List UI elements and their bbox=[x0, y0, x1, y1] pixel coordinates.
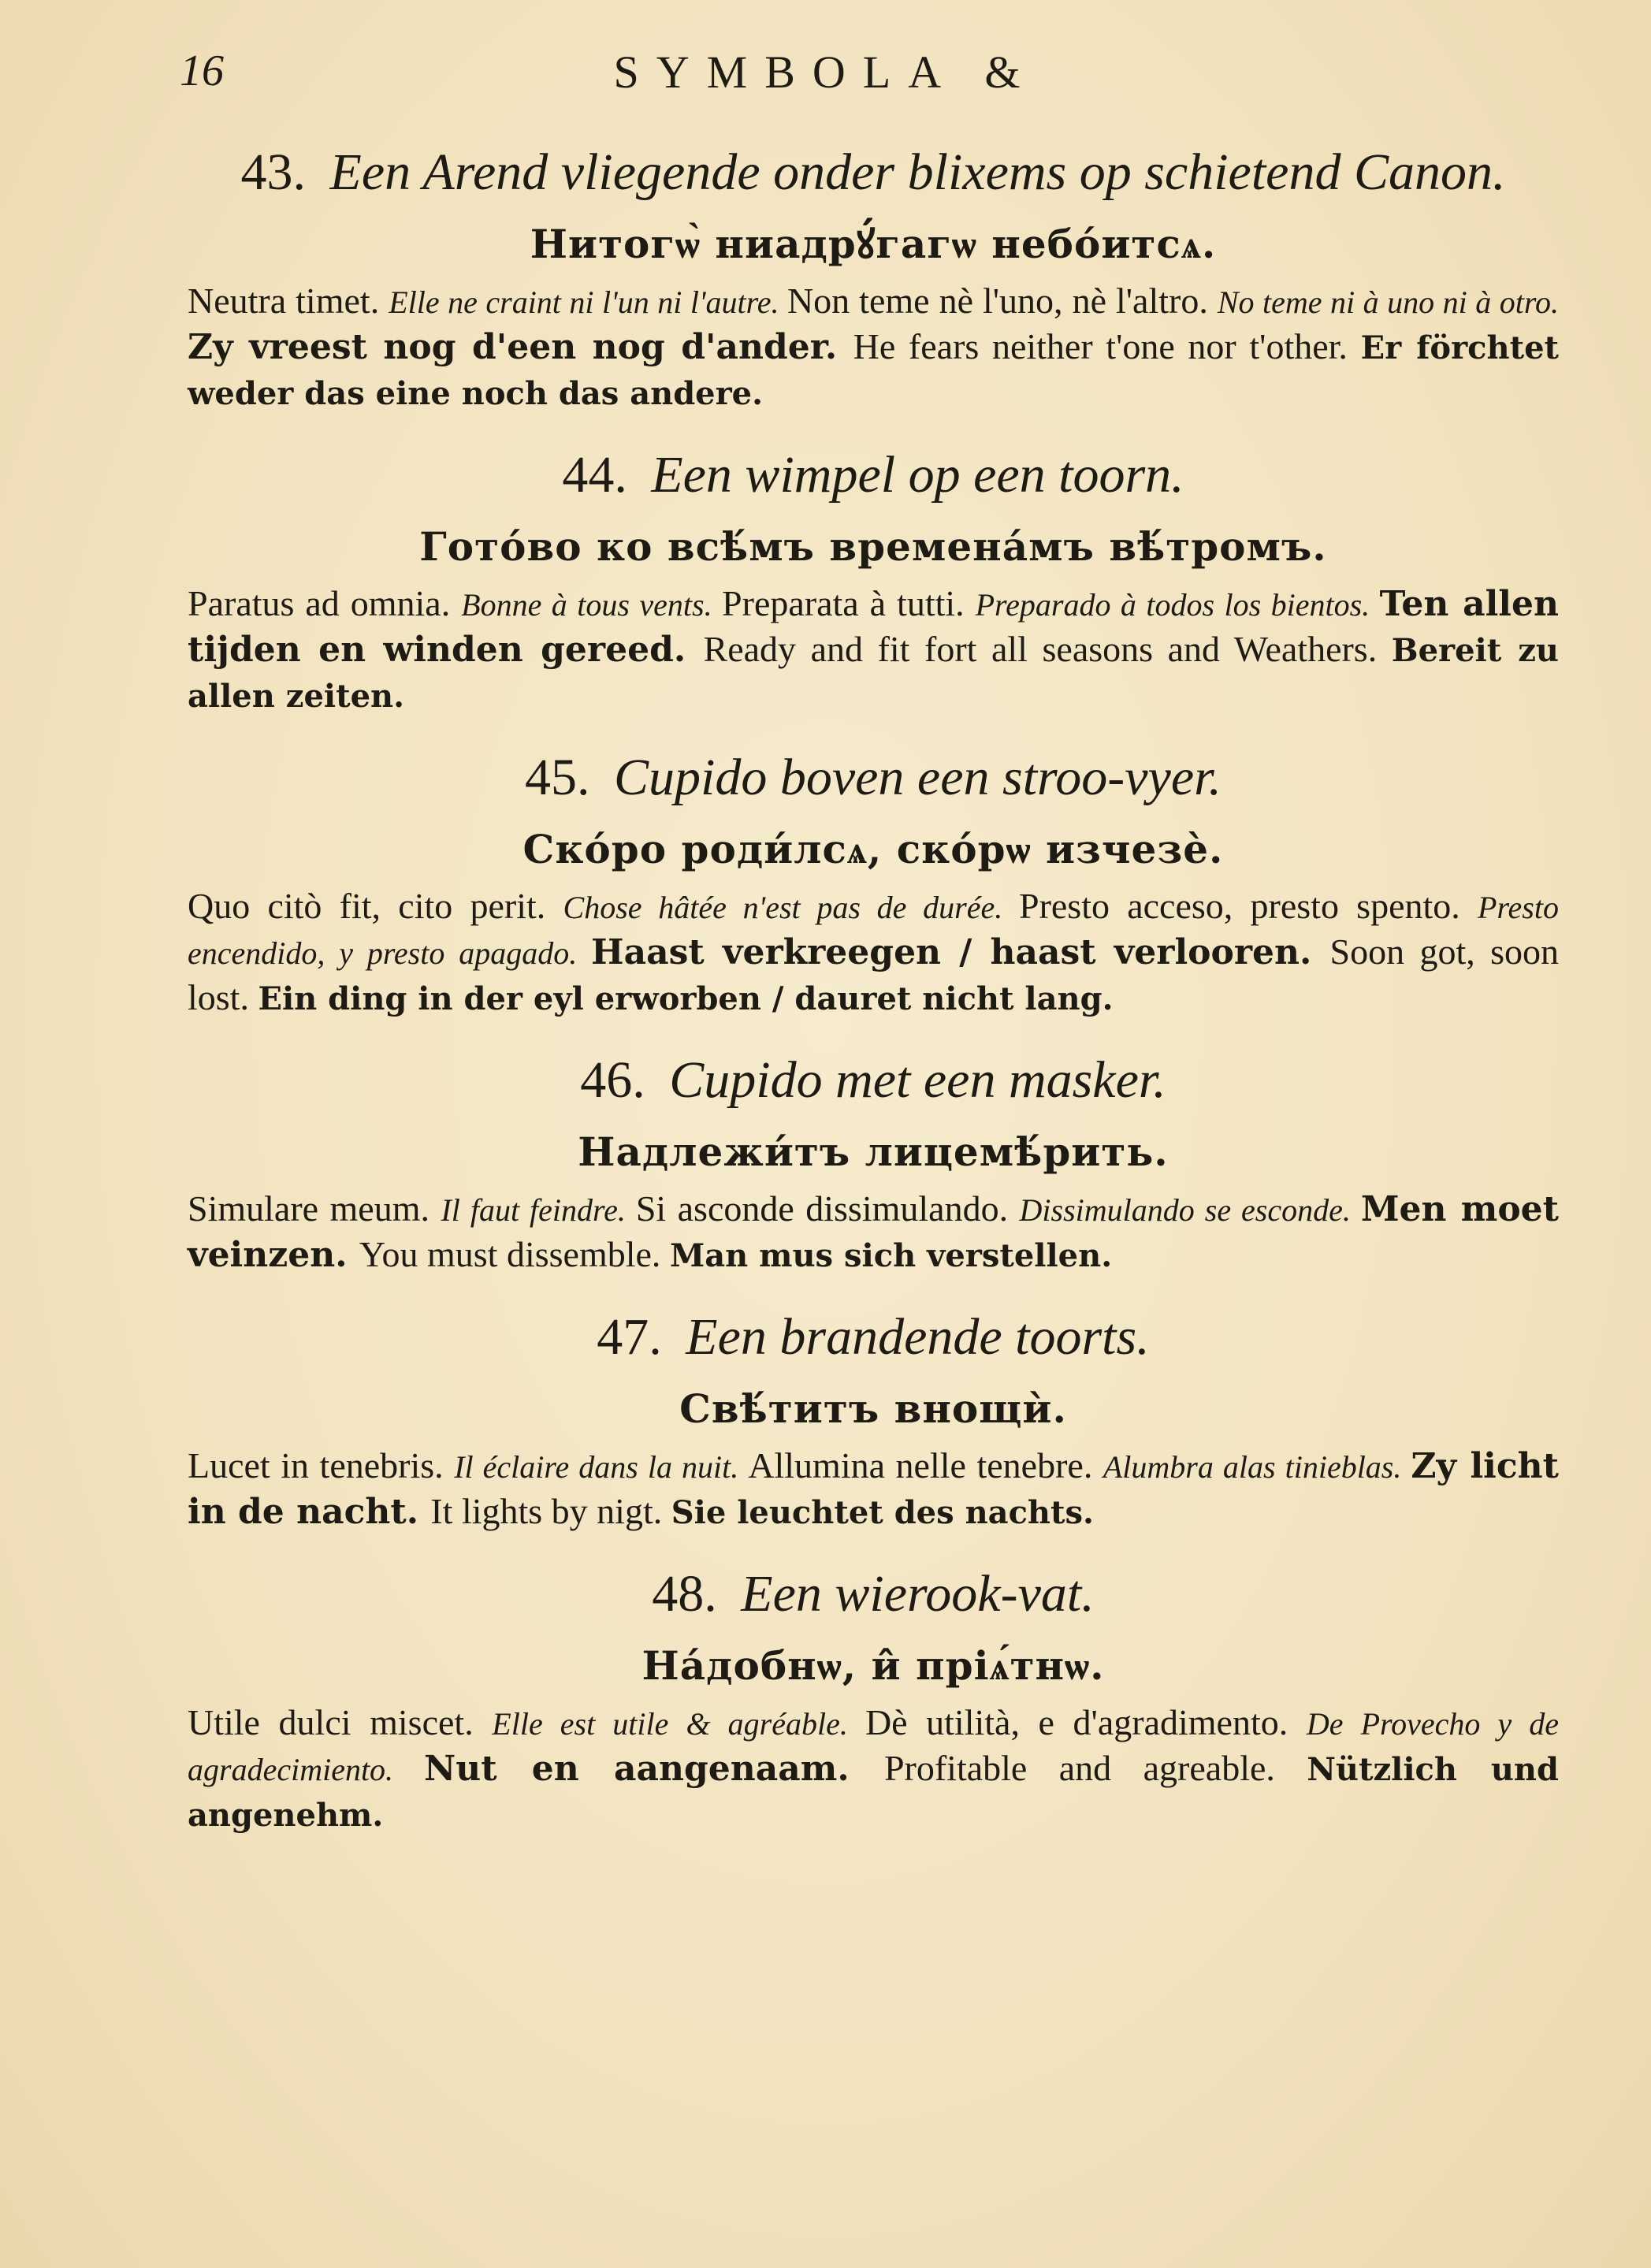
english-motto: You must dissemble. bbox=[359, 1234, 670, 1274]
french-motto: Il éclaire dans la nuit. bbox=[454, 1449, 749, 1485]
dutch-motto: Men moet veinzen. bbox=[188, 1189, 1559, 1275]
german-motto: Ein ding in der eyl erworben / dauret nicht lang. bbox=[258, 980, 1114, 1017]
slavonic-motto: Свѣ́титъ внощѝ. bbox=[679, 1385, 1067, 1432]
emblem-title-text: Een Arend vliegende onder blixems op schietend Canon. bbox=[329, 143, 1506, 201]
emblem-number: 48. bbox=[652, 1565, 717, 1623]
dutch-motto: Zy licht in de nacht. bbox=[188, 1446, 1559, 1532]
english-motto: It lights by nigt. bbox=[430, 1491, 671, 1531]
slavonic-motto: Ско́ро роди́лсѧ, ско́рѡ изчезѐ. bbox=[522, 826, 1224, 872]
emblem-title-text: Cupido boven een stroo-vyer. bbox=[613, 749, 1222, 806]
emblem-title bbox=[188, 1050, 1559, 1111]
french-motto: Elle est utile & agréable. bbox=[492, 1706, 865, 1742]
emblem-title-text: Een wimpel op een toorn. bbox=[651, 446, 1184, 504]
latin-motto: Neutra timet. bbox=[188, 281, 389, 321]
spanish-motto: Preparado à todos los bientos. bbox=[975, 587, 1380, 623]
french-motto: Chose hâtée n'est pas de durée. bbox=[563, 890, 1019, 925]
latin-motto: Quo citò fit, cito perit. bbox=[188, 886, 563, 926]
emblem-number: 43. bbox=[240, 143, 307, 201]
german-motto: Sie leuchtet des nachts. bbox=[671, 1494, 1094, 1531]
dutch-motto: Nut en aangenaam. bbox=[424, 1749, 884, 1789]
running-head: SYMBOLA & bbox=[613, 46, 1038, 98]
german-motto: Man mus sich verstellen. bbox=[669, 1237, 1113, 1274]
latin-motto: Paratus ad omnia. bbox=[188, 583, 462, 623]
emblem-number: 45. bbox=[524, 749, 590, 806]
emblem-title bbox=[188, 747, 1559, 809]
french-motto: Il faut feindre. bbox=[441, 1192, 636, 1228]
italian-motto: Non teme nè l'uno, nè l'altro. bbox=[786, 281, 1218, 321]
english-motto: Profitable and agreable. bbox=[883, 1748, 1307, 1788]
dutch-motto: Haast verkreegen / haast verlooren. bbox=[591, 932, 1330, 972]
motto-translations bbox=[188, 582, 1559, 719]
emblem-title-text: Een wierook-vat. bbox=[741, 1565, 1095, 1623]
dutch-motto: Ten allen tijden en winden gereed. bbox=[188, 584, 1559, 670]
german-motto: Er förchtet weder das eine noch das andere. bbox=[188, 329, 1560, 412]
emblem-43 bbox=[188, 142, 1559, 416]
emblem-title bbox=[188, 1307, 1559, 1368]
italian-motto: Dè utilità, e d'agradimento. bbox=[865, 1702, 1307, 1742]
italian-motto: Si asconde dissimulando. bbox=[635, 1188, 1020, 1229]
spanish-motto: No teme ni à uno ni à otro. bbox=[1217, 284, 1559, 320]
page-number: 16 bbox=[180, 46, 224, 95]
slavonic-motto: На́добнѡ, и̂ пріѧ́тнѡ. bbox=[641, 1642, 1105, 1689]
latin-motto: Utile dulci miscet. bbox=[188, 1702, 493, 1742]
italian-motto: Presto acceso, presto spento. bbox=[1018, 886, 1478, 926]
emblem-45 bbox=[188, 747, 1559, 1021]
german-motto: Nützlich und angenehm. bbox=[188, 1751, 1559, 1834]
slavonic-motto: Надлежи́тъ лицемѣ́рить. bbox=[578, 1128, 1169, 1175]
slavonic-motto: Гото́во ко всѣ́мъ времена́мъ вѣ́тромъ. bbox=[419, 523, 1327, 570]
emblem-title bbox=[188, 444, 1559, 506]
page-header bbox=[0, 46, 1651, 109]
emblem-44 bbox=[188, 444, 1559, 719]
emblem-number: 46. bbox=[580, 1051, 645, 1109]
emblem-47 bbox=[188, 1307, 1559, 1535]
motto-translations bbox=[188, 279, 1559, 416]
latin-motto: Lucet in tenebris. bbox=[188, 1445, 455, 1485]
french-motto: Bonne à tous vents. bbox=[461, 587, 723, 623]
spanish-motto: Alumbra alas tinieblas. bbox=[1103, 1449, 1411, 1485]
dutch-motto: Zy vreest nog d'een nog d'ander. bbox=[188, 327, 853, 367]
italian-motto: Preparata à tutti. bbox=[722, 583, 976, 623]
spanish-motto: Presto encendido, y presto apagado. bbox=[188, 890, 1559, 971]
motto-translations bbox=[188, 1444, 1559, 1535]
german-motto: Bereit zu allen zeiten. bbox=[188, 632, 1559, 715]
emblem-title bbox=[188, 1563, 1559, 1625]
motto-translations bbox=[188, 884, 1559, 1021]
english-motto: Ready and fit fort all seasons and Weathers. bbox=[703, 629, 1392, 669]
emblem-46 bbox=[188, 1050, 1559, 1278]
emblem-number: 44. bbox=[562, 446, 627, 504]
english-motto: Soon got, soon lost. bbox=[188, 931, 1559, 1017]
motto-translations bbox=[188, 1701, 1559, 1838]
emblem-title-text: Een brandende toorts. bbox=[686, 1308, 1150, 1366]
french-motto: Elle ne craint ni l'un ni l'autre. bbox=[389, 284, 787, 320]
italian-motto: Allumina nelle tenebre. bbox=[748, 1445, 1103, 1485]
emblem-number: 47. bbox=[597, 1308, 662, 1366]
latin-motto: Simulare meum. bbox=[188, 1188, 441, 1229]
spanish-motto: Dissimulando se esconde. bbox=[1019, 1192, 1361, 1228]
spanish-motto: De Provecho y de agradecimiento. bbox=[188, 1706, 1560, 1787]
emblem-title bbox=[188, 142, 1559, 203]
emblem-48 bbox=[188, 1563, 1559, 1838]
slavonic-motto: Нитогѡ̀ ниадрꙋ́гагѡ небо́итсѧ. bbox=[530, 221, 1217, 267]
motto-translations bbox=[188, 1187, 1559, 1278]
english-motto: He fears neither t'one nor t'other. bbox=[853, 326, 1361, 366]
page-content bbox=[188, 142, 1559, 1866]
emblem-title-text: Cupido met een masker. bbox=[669, 1051, 1166, 1109]
